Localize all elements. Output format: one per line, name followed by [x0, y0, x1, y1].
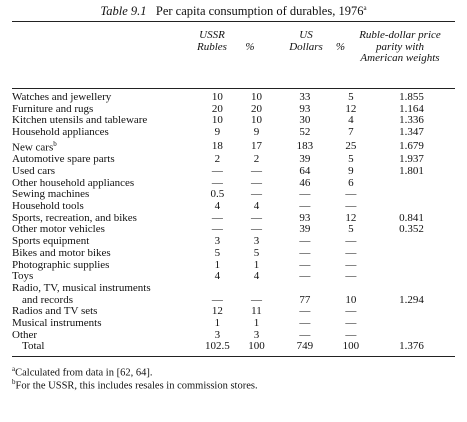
row-label — [12, 341, 198, 353]
dollars-cell: — — [299, 188, 311, 201]
row-footnote-mark: b — [53, 139, 57, 148]
dollars-cell: — — [299, 328, 311, 341]
rubles-cell: 2 — [214, 153, 221, 166]
dollars-percent-cell: 10 — [345, 293, 357, 306]
dollars-percent-cell: 9 — [348, 164, 354, 177]
rubles-percent-cell: — — [250, 293, 262, 306]
parity-cell: 1.336 — [399, 114, 424, 127]
parity-cell — [368, 260, 455, 272]
footnote-b — [12, 376, 258, 393]
ussr-percent-header: % — [245, 41, 255, 53]
dollars-percent-cell — [334, 283, 368, 295]
dollars-cell: — — [299, 246, 311, 259]
dollars-cell: 93 — [299, 211, 311, 224]
rubles-cell: 12 — [211, 305, 223, 318]
table-row — [12, 330, 455, 342]
row-label-text: Sewing machines — [12, 188, 90, 201]
dollars-percent-cell: 6 — [348, 176, 354, 189]
dollars-cell: — — [299, 235, 311, 248]
parity-header: Ruble-dollar price parity with American weights — [359, 29, 441, 64]
rubles-cell: 3 — [214, 235, 221, 248]
row-label-text: New cars — [12, 141, 54, 154]
dollars-percent-cell: 4 — [348, 114, 354, 127]
row-label-text: Radio, TV, musical instruments — [12, 281, 151, 294]
row-label-text: Household tools — [12, 199, 84, 212]
table-row — [12, 283, 455, 295]
rubles-cell: 5 — [214, 246, 221, 259]
table-row — [12, 154, 455, 166]
dollars-percent-cell: — — [345, 258, 357, 271]
parity-cell — [368, 201, 455, 213]
dollars-cell: 183 — [296, 139, 314, 152]
row-label-text: Other motor vehicles — [12, 223, 105, 236]
parity-cell — [368, 318, 455, 330]
row-label-text: Radios and TV sets — [12, 305, 98, 318]
rubles-percent-cell — [237, 283, 276, 295]
bottom-rule — [12, 356, 455, 357]
row-label — [12, 139, 198, 154]
table-row — [12, 318, 455, 330]
parity-cell: 1.376 — [399, 340, 424, 353]
dollars-cell: — — [299, 258, 311, 271]
rubles-cell: 9 — [214, 126, 221, 139]
footnote-b-text: For the USSR, this includes resales in commission stores. — [15, 380, 258, 392]
footnote-a-text: Calculated from data in [62, 64]. — [15, 367, 153, 379]
rubles-percent-cell: — — [250, 164, 262, 177]
row-label-text: and records — [22, 293, 74, 306]
rubles-percent-cell: 4 — [253, 199, 260, 212]
parity-cell: 1.347 — [399, 126, 424, 139]
parity-cell: 1.294 — [399, 293, 424, 306]
dollars-cell: — — [299, 199, 311, 212]
parity-cell: 1.679 — [399, 139, 424, 152]
dollars-cell: — — [299, 305, 311, 318]
table-row — [12, 139, 455, 154]
dollars-percent-cell: 25 — [345, 139, 357, 152]
row-label-text: Bikes and motor bikes — [12, 246, 111, 259]
dollars-percent-cell: — — [345, 317, 357, 330]
rubles-percent-cell: 9 — [253, 126, 260, 139]
rubles-percent-cell: 1 — [253, 258, 260, 271]
dollars-percent-cell: — — [345, 328, 357, 341]
rubles-percent-cell: — — [250, 223, 262, 236]
dollars-percent-cell: — — [345, 199, 357, 212]
rubles-percent-cell: 20 — [250, 102, 262, 115]
dollars-cell: 77 — [299, 293, 311, 306]
parity-cell — [368, 189, 455, 201]
parity-cell — [368, 306, 455, 318]
dollars-percent-cell: — — [345, 188, 357, 201]
rubles-cell: 3 — [214, 328, 221, 341]
parity-cell — [368, 248, 455, 260]
dollars-percent-cell: 7 — [348, 126, 354, 139]
us-percent-header: % — [335, 41, 346, 53]
dollars-percent-cell: — — [345, 235, 357, 248]
row-label-text: Used cars — [12, 164, 56, 177]
rubles-percent-cell: — — [250, 188, 262, 201]
rubles-percent-cell: 4 — [253, 270, 260, 283]
row-label — [12, 127, 198, 139]
table-number: Table 9.1 — [100, 4, 147, 19]
rubles-cell: 10 — [211, 114, 223, 127]
table-row — [12, 341, 455, 353]
dollars-percent-cell: 5 — [348, 223, 354, 236]
dollars-percent-cell: — — [345, 305, 357, 318]
parity-cell: 0.352 — [399, 223, 424, 236]
parity-cell: 1.937 — [399, 153, 424, 166]
rubles-cell: — — [211, 164, 223, 177]
dollars-cell: 30 — [299, 114, 311, 127]
dollars-cell: — — [299, 270, 311, 283]
rubles-percent-cell: 1 — [253, 317, 260, 330]
dollars-header: Dollars — [289, 41, 323, 53]
rubles-cell: 1 — [214, 317, 221, 330]
rubles-cell: 1 — [214, 258, 221, 271]
parity-cell: 1.855 — [399, 91, 424, 103]
rubles-cell: — — [211, 223, 223, 236]
dollars-cell: 39 — [299, 223, 311, 236]
rubles-header: Rubles — [197, 41, 227, 53]
row-label-text: Other household appliances — [12, 176, 135, 189]
header-rule — [12, 88, 455, 89]
parity-cell: 1.164 — [399, 102, 424, 115]
rubles-cell: — — [211, 176, 223, 189]
parity-cell — [368, 236, 455, 248]
rubles-percent-cell: — — [250, 176, 262, 189]
row-label-text: Automotive spare parts — [12, 153, 115, 166]
dollars-cell: 93 — [299, 102, 311, 115]
dollars-percent-cell: 100 — [342, 340, 360, 353]
rubles-percent-cell: 100 — [248, 340, 265, 353]
us-group-header: US — [299, 29, 313, 41]
title-footnote-mark: a — [363, 4, 367, 12]
row-label — [12, 318, 198, 330]
rubles-cell: 4 — [214, 270, 221, 283]
row-label-text: Other — [12, 328, 38, 341]
table-title — [0, 1, 467, 19]
rubles-cell: 4 — [214, 199, 221, 212]
rubles-cell: 18 — [211, 139, 223, 152]
row-label — [12, 260, 198, 272]
dollars-cell — [276, 283, 334, 295]
row-label-text: Household appliances — [12, 126, 109, 139]
rubles-cell: 10 — [211, 91, 223, 103]
dollars-cell: 46 — [299, 176, 311, 189]
dollars-cell: 39 — [299, 153, 311, 166]
dollars-percent-cell: 5 — [348, 91, 354, 103]
footnote-a-mark: a — [12, 365, 16, 373]
rubles-percent-cell: 10 — [250, 114, 262, 127]
parity-cell — [368, 283, 455, 295]
row-label-text: Kitchen utensils and tableware — [12, 114, 148, 127]
ussr-group-header: USSR — [199, 29, 225, 41]
rubles-percent-cell: 10 — [250, 91, 262, 103]
rubles-cell: — — [211, 293, 223, 306]
dollars-cell: — — [299, 317, 311, 330]
rubles-percent-cell: 2 — [253, 153, 260, 166]
parity-cell: 1.801 — [399, 164, 424, 177]
dollars-cell: 749 — [296, 340, 314, 353]
dollars-cell: 52 — [299, 126, 311, 139]
consumption-table — [12, 92, 455, 353]
rubles-cell: 0.5 — [210, 188, 225, 201]
rubles-percent-cell: 11 — [251, 305, 262, 318]
top-rule — [12, 21, 455, 22]
table-row — [12, 127, 455, 139]
dollars-percent-cell: 5 — [348, 153, 354, 166]
row-label-text: Musical instruments — [12, 317, 102, 330]
table-caption: Per capita consumption of durables, 1976 — [155, 4, 364, 19]
rubles-cell: 102.5 — [204, 340, 230, 353]
dollars-percent-cell: 12 — [345, 211, 357, 224]
row-label-text: Photographic supplies — [12, 258, 110, 271]
dollars-cell: 64 — [299, 164, 311, 177]
dollars-percent-cell: 12 — [345, 102, 357, 115]
parity-cell — [368, 178, 455, 190]
rubles-percent-cell: — — [250, 211, 262, 224]
table-row — [12, 260, 455, 272]
dollars-cell: 33 — [299, 91, 311, 103]
dollars-percent-cell: — — [345, 246, 357, 259]
rubles-percent-cell: 3 — [253, 235, 260, 248]
rubles-percent-cell: 3 — [253, 328, 260, 341]
row-label-text: Sports equipment — [12, 235, 90, 248]
parity-cell: 0.841 — [399, 211, 424, 224]
row-label-text: Toys — [12, 270, 34, 283]
rubles-cell: — — [211, 211, 223, 224]
rubles-percent-cell: 17 — [250, 139, 262, 152]
rubles-cell: 20 — [211, 102, 223, 115]
parity-cell — [368, 271, 455, 283]
row-label-text: Sports, recreation, and bikes — [12, 211, 137, 224]
row-label-text: Watches and jewellery — [12, 91, 112, 103]
rubles-cell — [198, 283, 237, 295]
row-label-text: Furniture and rugs — [12, 102, 94, 115]
rubles-percent-cell: 5 — [253, 246, 260, 259]
footnote-b-mark: b — [12, 378, 16, 386]
row-label-text: Total — [22, 340, 45, 353]
dollars-percent-cell: — — [345, 270, 357, 283]
